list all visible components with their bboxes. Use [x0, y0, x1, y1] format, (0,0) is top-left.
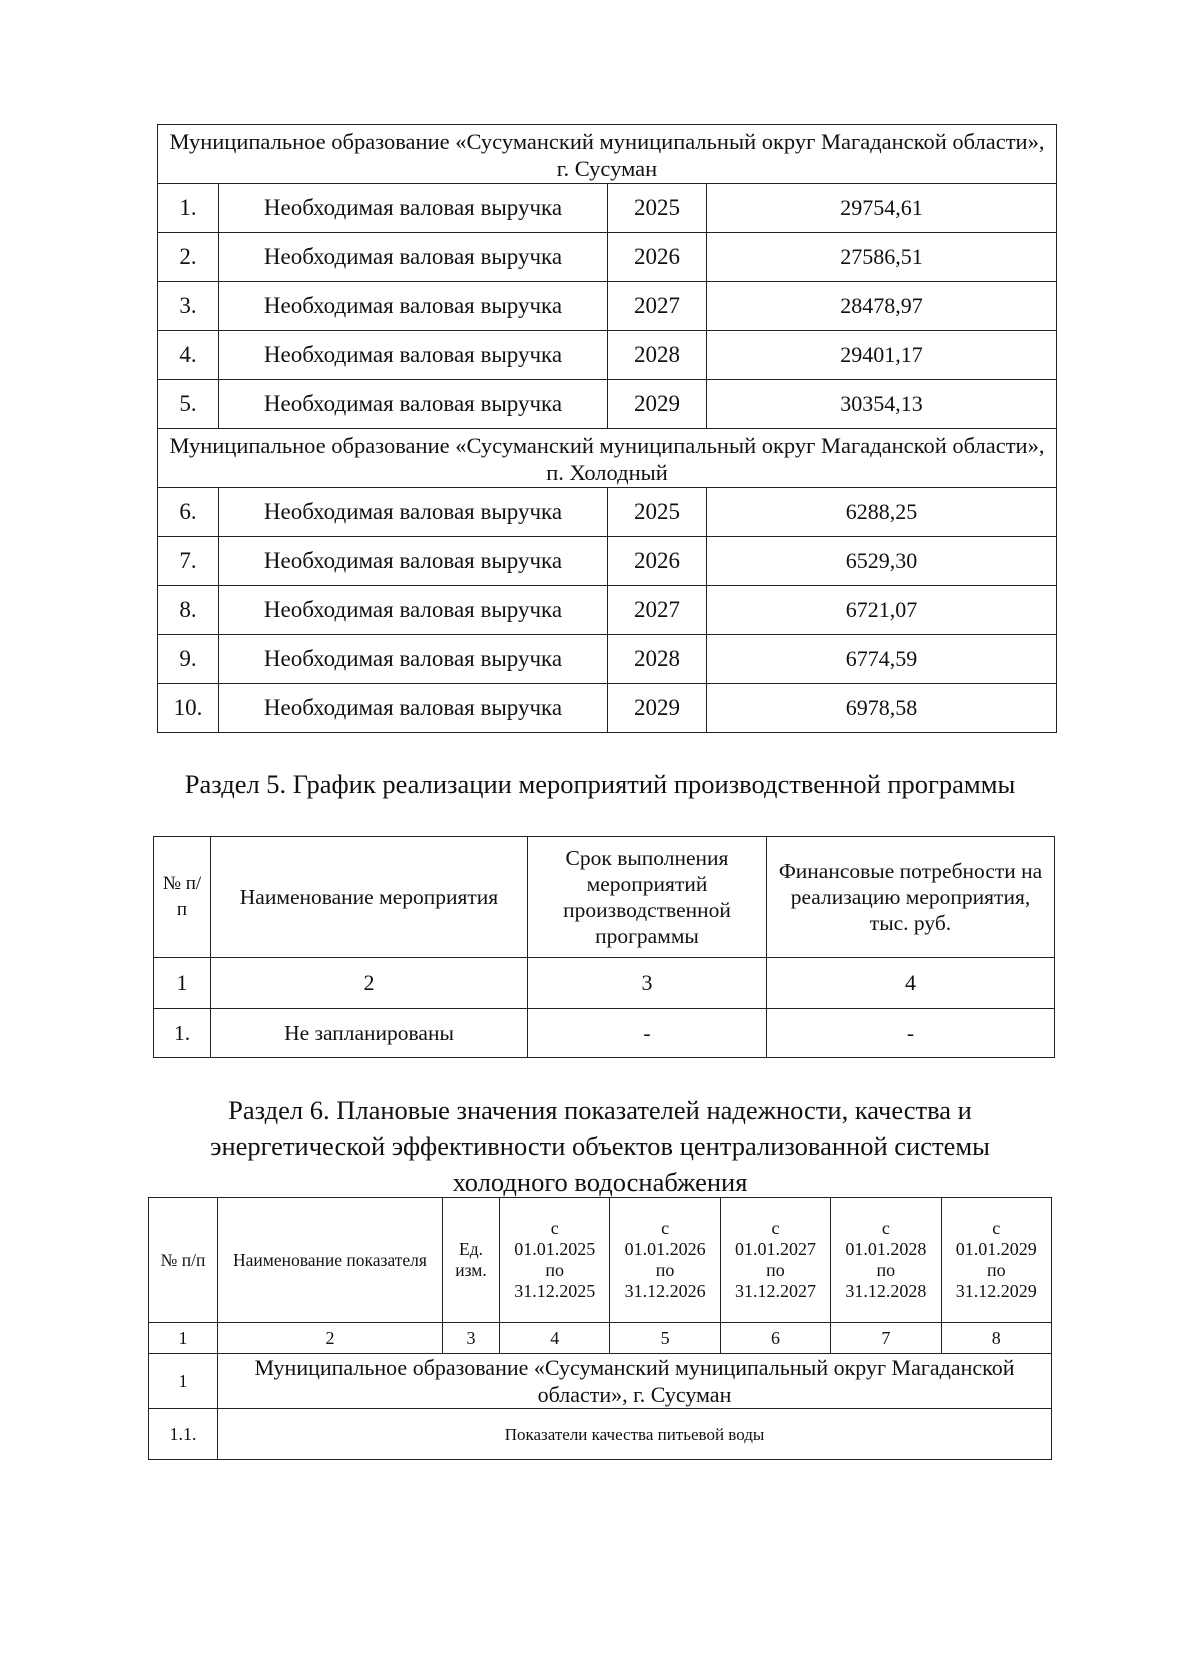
period-to: по	[876, 1260, 896, 1280]
year-cell: 2025	[608, 184, 707, 233]
column-number-row	[154, 958, 1055, 1009]
row-number: 4.	[158, 331, 219, 380]
header-row	[154, 837, 1055, 958]
column-header: Ед. изм.	[443, 1198, 500, 1323]
header-row	[149, 1198, 1052, 1323]
group-row	[149, 1354, 1052, 1409]
table-row	[158, 233, 1057, 282]
column-number: 5	[610, 1323, 720, 1354]
period-from: с	[661, 1218, 670, 1238]
row-number: 1.1.	[149, 1409, 218, 1460]
column-header: Финансовые потребности на реализацию мероприятия, тыс. руб.	[767, 837, 1055, 958]
table-row	[154, 1009, 1055, 1058]
value-cell: 27586,51	[707, 233, 1057, 282]
period-end-date: 31.12.2026	[624, 1281, 706, 1301]
value-cell: 6978,58	[707, 684, 1057, 733]
period-from: с	[550, 1218, 559, 1238]
period-header	[831, 1198, 941, 1323]
column-number: 2	[211, 958, 528, 1009]
value-cell: 30354,13	[707, 380, 1057, 429]
period-start-date: 01.01.2029	[955, 1239, 1037, 1259]
revenue-table	[157, 124, 1057, 733]
indicator-name: Необходимая валовая выручка	[219, 635, 608, 684]
indicator-name: Необходимая валовая выручка	[219, 586, 608, 635]
column-number: 4	[767, 958, 1055, 1009]
period-from: с	[771, 1218, 780, 1238]
activity-finance: -	[767, 1009, 1055, 1058]
table-row	[158, 184, 1057, 233]
row-number: 5.	[158, 380, 219, 429]
row-number: 9.	[158, 635, 219, 684]
indicator-name: Необходимая валовая выручка	[219, 537, 608, 586]
value-cell: 6721,07	[707, 586, 1057, 635]
column-number: 4	[500, 1323, 610, 1354]
period-end-date: 31.12.2028	[845, 1281, 927, 1301]
section-6-title: Раздел 6. Плановые значения показателей надежности, качества и энергетической эффективности объектов централизованной системы холодного водоснабжения	[210, 1095, 990, 1197]
year-cell: 2028	[608, 635, 707, 684]
table-row	[158, 635, 1057, 684]
table-row	[158, 331, 1057, 380]
table-row	[158, 586, 1057, 635]
value-cell: 28478,97	[707, 282, 1057, 331]
subgroup-row	[149, 1409, 1052, 1460]
group-header: Муниципальное образование «Сусуманский муниципальный округ Магаданской области», г. Сусуман	[158, 125, 1057, 184]
indicator-name: Необходимая валовая выручка	[219, 233, 608, 282]
period-to: по	[766, 1260, 785, 1280]
period-to: по	[655, 1260, 675, 1280]
period-header	[610, 1198, 720, 1323]
indicator-name: Необходимая валовая выручка	[219, 488, 608, 537]
period-end-date: 31.12.2025	[514, 1281, 596, 1301]
column-number: 1	[154, 958, 211, 1009]
period-header	[500, 1198, 610, 1323]
year-cell: 2027	[608, 586, 707, 635]
column-number: 8	[941, 1323, 1051, 1354]
column-number: 6	[720, 1323, 830, 1354]
section-5-title: Раздел 5. График реализации мероприятий производственной программы	[184, 769, 1016, 799]
row-number: 1.	[154, 1009, 211, 1058]
row-number: 3.	[158, 282, 219, 331]
row-number: 1	[149, 1354, 218, 1409]
subgroup-header: Показатели качества питьевой воды	[218, 1409, 1052, 1460]
period-from: с	[881, 1218, 890, 1238]
year-cell: 2029	[608, 380, 707, 429]
period-to: по	[986, 1260, 1006, 1280]
group-header-row	[158, 429, 1057, 488]
year-cell: 2027	[608, 282, 707, 331]
period-header	[941, 1198, 1051, 1323]
column-number: 3	[443, 1323, 500, 1354]
table-row	[158, 282, 1057, 331]
period-start-date: 01.01.2028	[845, 1239, 927, 1259]
column-number: 2	[218, 1323, 443, 1354]
period-to: по	[545, 1260, 565, 1280]
value-cell: 6288,25	[707, 488, 1057, 537]
value-cell: 6774,59	[707, 635, 1057, 684]
indicator-name: Необходимая валовая выручка	[219, 684, 608, 733]
column-header: Наименование мероприятия	[211, 837, 528, 958]
column-number: 3	[528, 958, 767, 1009]
row-number: 7.	[158, 537, 219, 586]
year-cell: 2028	[608, 331, 707, 380]
indicator-name: Необходимая валовая выручка	[219, 380, 608, 429]
period-end-date: 31.12.2029	[955, 1281, 1037, 1301]
row-number: 2.	[158, 233, 219, 282]
group-header: Муниципальное образование «Сусуманский муниципальный округ Магаданской области», г. Сусуман	[218, 1354, 1052, 1409]
row-number: 10.	[158, 684, 219, 733]
column-header: № п/п	[154, 837, 211, 958]
column-header: Наименование показателя	[218, 1198, 443, 1323]
activity-term: -	[528, 1009, 767, 1058]
year-cell: 2026	[608, 233, 707, 282]
table-row	[158, 684, 1057, 733]
value-cell: 6529,30	[707, 537, 1057, 586]
table-row	[158, 380, 1057, 429]
year-cell: 2029	[608, 684, 707, 733]
activity-name: Не запланированы	[211, 1009, 528, 1058]
column-header: № п/п	[149, 1198, 218, 1323]
period-start-date: 01.01.2027	[734, 1239, 816, 1259]
group-header: Муниципальное образование «Сусуманский муниципальный округ Магаданской области», п. Холодный	[158, 429, 1057, 488]
period-end-date: 31.12.2027	[734, 1281, 816, 1301]
period-header	[720, 1198, 830, 1323]
value-cell: 29401,17	[707, 331, 1057, 380]
column-number: 1	[149, 1323, 218, 1354]
column-number-row	[149, 1323, 1052, 1354]
period-from: с	[992, 1218, 1001, 1238]
period-start-date: 01.01.2026	[624, 1239, 706, 1259]
row-number: 6.	[158, 488, 219, 537]
column-number: 7	[831, 1323, 941, 1354]
indicator-name: Необходимая валовая выручка	[219, 331, 608, 380]
indicators-table	[148, 1197, 1052, 1460]
table-row	[158, 488, 1057, 537]
year-cell: 2026	[608, 537, 707, 586]
period-start-date: 01.01.2025	[514, 1239, 596, 1259]
table-row	[158, 537, 1057, 586]
group-header-row	[158, 125, 1057, 184]
indicator-name: Необходимая валовая выручка	[219, 184, 608, 233]
row-number: 8.	[158, 586, 219, 635]
row-number: 1.	[158, 184, 219, 233]
value-cell: 29754,61	[707, 184, 1057, 233]
activities-schedule-table	[153, 836, 1055, 1058]
indicator-name: Необходимая валовая выручка	[219, 282, 608, 331]
column-header: Срок выполнения мероприятий производственной программы	[528, 837, 767, 958]
year-cell: 2025	[608, 488, 707, 537]
